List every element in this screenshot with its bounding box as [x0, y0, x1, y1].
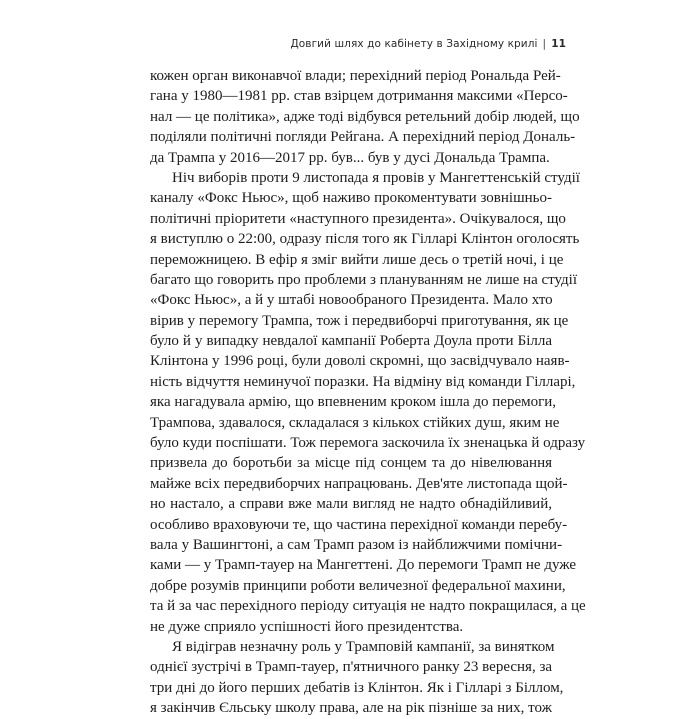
header-separator: | — [542, 38, 547, 50]
text-line: да Трампа у 2016—2017 рр. був... був у дусі Дональда Трампа. — [150, 149, 550, 166]
text-line: «Фокс Ньюс», а й у штабі новообраного Президента. Мало хто — [150, 292, 553, 309]
text-line: Я відіграв незначну роль у Трамповій кампанії, за винятком — [172, 638, 555, 655]
text-line: каналу «Фокс Ньюс», щоб наживо прокоментувати зовнішньо- — [150, 190, 552, 207]
text-line: вірив у перемогу Трампа, тож і передвиборчі приготування, як це — [150, 312, 569, 329]
text-line: особливо враховуючи те, що частина перехідної команди перебу- — [150, 516, 568, 533]
text-line: вала у Вашингтоні, а сам Трамп разом із найближчими помічни- — [150, 536, 563, 553]
text-line: ками — у Трамп-тауер на Мангеттені. До перемоги Трамп не дуже — [150, 557, 577, 574]
text-line: було й у випадку невдалої кампанії Роберта Доула проти Білла — [150, 333, 552, 350]
text-line: гана у 1980—1981 рр. став взірцем дотримання максими «Персо- — [150, 88, 568, 105]
text-line: яка нагадувала армію, що впевненим кроком ішла до перемоги, — [150, 394, 557, 411]
text-line: я виступлю о 22:00, одразу після того як Гілларі Клінтон оголосять — [150, 231, 580, 248]
text-line: я закінчив Єльську школу права, але на рік пізніше за них, тож — [150, 700, 552, 717]
text-line: нал — це політика», адже тоді відбувся ретельний добір людей, що — [150, 108, 580, 125]
body-text — [150, 66, 586, 719]
text-line: ність відчуття неминучої поразки. На відміну від команди Гілларі, — [150, 373, 576, 390]
text-line: Клінтона у 1996 році, були доволі скромні, що засвідчувало наяв- — [150, 353, 570, 370]
text-line: три дні до його перших дебатів із Клінтон. Як і Гілларі з Біллом, — [150, 679, 564, 696]
text-line: призвела до боротьби за місце під сонцем та до нівелювання — [150, 455, 552, 472]
running-title: Довгий шлях до кабінету в Західному крилі — [290, 38, 538, 50]
text-line: поділяли політичні погляди Рейгана. А перехідний період Дональ- — [150, 129, 576, 146]
text-line: переможницею. В ефір я зміг вийти лише десь о третій ночі, і це — [150, 251, 564, 268]
text-line: багато що говорить про проблеми з плануванням не лише на студії — [150, 271, 578, 288]
text-line: однієї зустрічі в Трамп-тауер, п'ятничного ранку 23 вересня, за — [150, 659, 553, 676]
text-line: добре розумів принципи роботи величезної федеральної махини, — [150, 577, 566, 594]
text-line: майже всіх передвиборчих напрацювань. Дев'яте листопада щой- — [150, 475, 568, 492]
running-header — [290, 38, 566, 50]
text-line: було куди поспішати. Тож перемога заскочила їх зненацька й одразу — [150, 435, 586, 452]
text-line: політичні пріоритети «наступного президента». Очікувалося, що — [150, 210, 566, 227]
page-number: 11 — [551, 38, 566, 50]
text-line: кожен орган виконавчої влади; перехідний період Рональда Рей- — [150, 68, 561, 84]
text-line: но настало, а справи вже мали вигляд не надто обнадійливий, — [150, 496, 552, 513]
text-line: Ніч виборів проти 9 листопада я провів у Мангеттенській студії — [172, 169, 580, 186]
text-line: не дуже сприяло успішності його президентства. — [150, 618, 464, 635]
text-line: Трампова, здавалося, складалася з кількох стійких душ, яким не — [150, 414, 560, 431]
text-line: та й за час перехідного періоду ситуація не надто покращилася, а це — [150, 598, 586, 615]
